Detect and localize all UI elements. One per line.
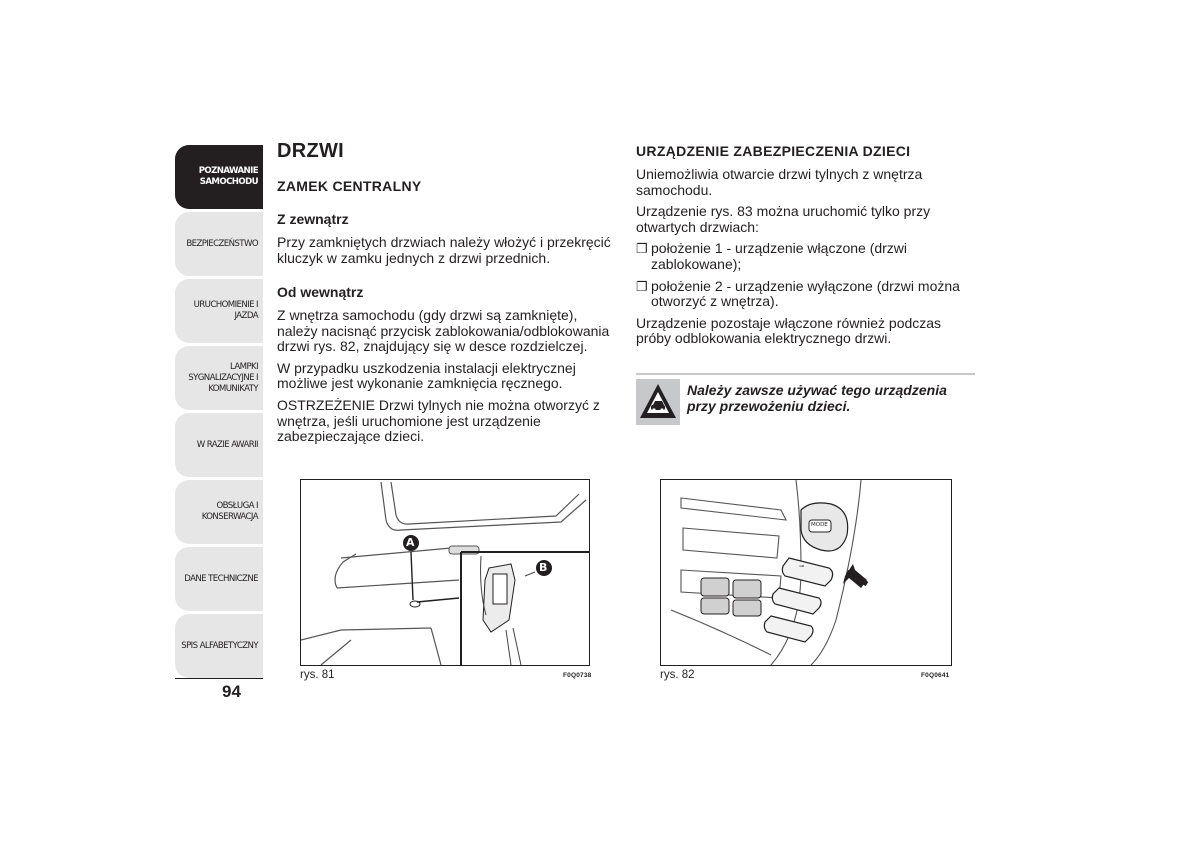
page-number: 94 [222, 682, 241, 701]
mode-label: MODE [811, 522, 828, 528]
left-body [277, 308, 617, 451]
tab-label: LAMPKI SYGNALIZACYJNE I KOMUNIKATY [188, 361, 258, 394]
paragraph-z-zewnatrz: Przy zamkniętych drzwiach należy włożyć i przekręcić kluczyk w zamku jednych z drzwi przednich. [277, 234, 611, 266]
svg-text:⊸: ⊸ [799, 563, 805, 570]
section-heading-zamek: ZAMEK CENTRALNY [277, 178, 422, 194]
warning-rule [636, 373, 975, 375]
warning-icon-box [636, 379, 680, 425]
tab-obsluga-i-konserwacja[interactable] [175, 480, 263, 544]
tab-label: POZNAWANIE SAMOCHODU [198, 166, 258, 187]
callout-a: A [406, 536, 415, 549]
figure-81 [300, 479, 590, 666]
tab-lampki-sygnalizacyjne[interactable] [175, 346, 263, 410]
paragraph-urzadzenie: Urządzenie rys. 83 można uruchomić tylko przy otwartych drzwiach: [636, 203, 931, 235]
paragraph-ostrzezenie: OSTRZEŻENIE Drzwi tylnych nie można otworzyć z wnętrza, jeśli uruchomione jest urządzenie zabezpieczające dzieci. [277, 396, 600, 445]
figure-82-code: F0Q0641 [921, 672, 950, 679]
tab-label: W RAZIE AWARII [196, 439, 258, 450]
list-item [636, 279, 976, 310]
dashboard-buttons-illustration [661, 480, 951, 665]
tabs-bottom-rule [175, 678, 263, 679]
tab-label: URUCHOMIENIE I JAZDA [193, 300, 258, 321]
tab-label: DANE TECHNICZNE [184, 573, 258, 584]
figure-81-code: F0Q0738 [563, 672, 592, 679]
list-item-text: położenie 2 - urządzenie wyłączone (drzwi można otworzyć z wnętrza). [651, 277, 960, 310]
list-item [636, 241, 976, 272]
checkbox-bullet-icon: ❐ [636, 241, 648, 257]
paragraph-od-wewnatrz: Z wnętrza samochodu (gdy drzwi są zamknięte), należy nacisnąć przycisk zablokowania/odblokowania drzwi rys. 82, znajdujący się w desce rozdzielczej. [277, 307, 610, 355]
tab-spis-alfabetyczny[interactable] [175, 614, 263, 678]
section-heading-zabezpieczenie: URZĄDZENIE ZABEZPIECZENIA DZIECI [636, 143, 911, 159]
tab-uruchomienie-i-jazda[interactable] [175, 279, 263, 343]
page-title: DRZWI [277, 140, 345, 162]
warning-text: Należy zawsze używać tego urządzenia przy przewożeniu dzieci. [687, 382, 947, 414]
subheading-od-wewnatrz: Od wewnątrz [277, 284, 364, 300]
tab-label: OBSŁUGA I KONSERWACJA [201, 501, 258, 522]
paragraph-uszkodzenie: W przypadku uszkodzenia instalacji elektrycznej możliwe jest wykonanie zamknięcia ręcznego. [277, 359, 576, 392]
paragraph-pozostaje: Urządzenie pozostaje włączone również podczas próby odblokowania elektrycznego drzwi. [636, 314, 942, 347]
tab-label: BEZPIECZEŃSTWO [186, 238, 258, 249]
paragraph-uniemozliwia: Uniemożliwia otwarcie drzwi tylnych z wnętrza samochodu. [636, 166, 923, 198]
figure-82 [660, 479, 952, 666]
tab-w-razie-awarii[interactable] [175, 413, 263, 477]
callout-b: B [539, 561, 548, 574]
list-item-text: położenie 1 - urządzenie włączone (drzwi zablokowane); [651, 240, 908, 272]
tab-dane-techniczne[interactable] [175, 547, 263, 611]
figure-81-caption: rys. 81 [300, 669, 335, 681]
figure-82-caption: rys. 82 [660, 669, 695, 681]
checkbox-bullet-icon: ❐ [636, 278, 648, 294]
tab-poznawanie-samochodu[interactable] [175, 145, 263, 209]
tab-label: SPIS ALFABETYCZNY [181, 640, 258, 651]
tab-bezpieczenstwo[interactable] [175, 212, 263, 276]
warning-triangle-icon [636, 379, 680, 425]
subheading-z-zewnatrz: Z zewnątrz [277, 211, 349, 227]
right-body [636, 167, 976, 353]
